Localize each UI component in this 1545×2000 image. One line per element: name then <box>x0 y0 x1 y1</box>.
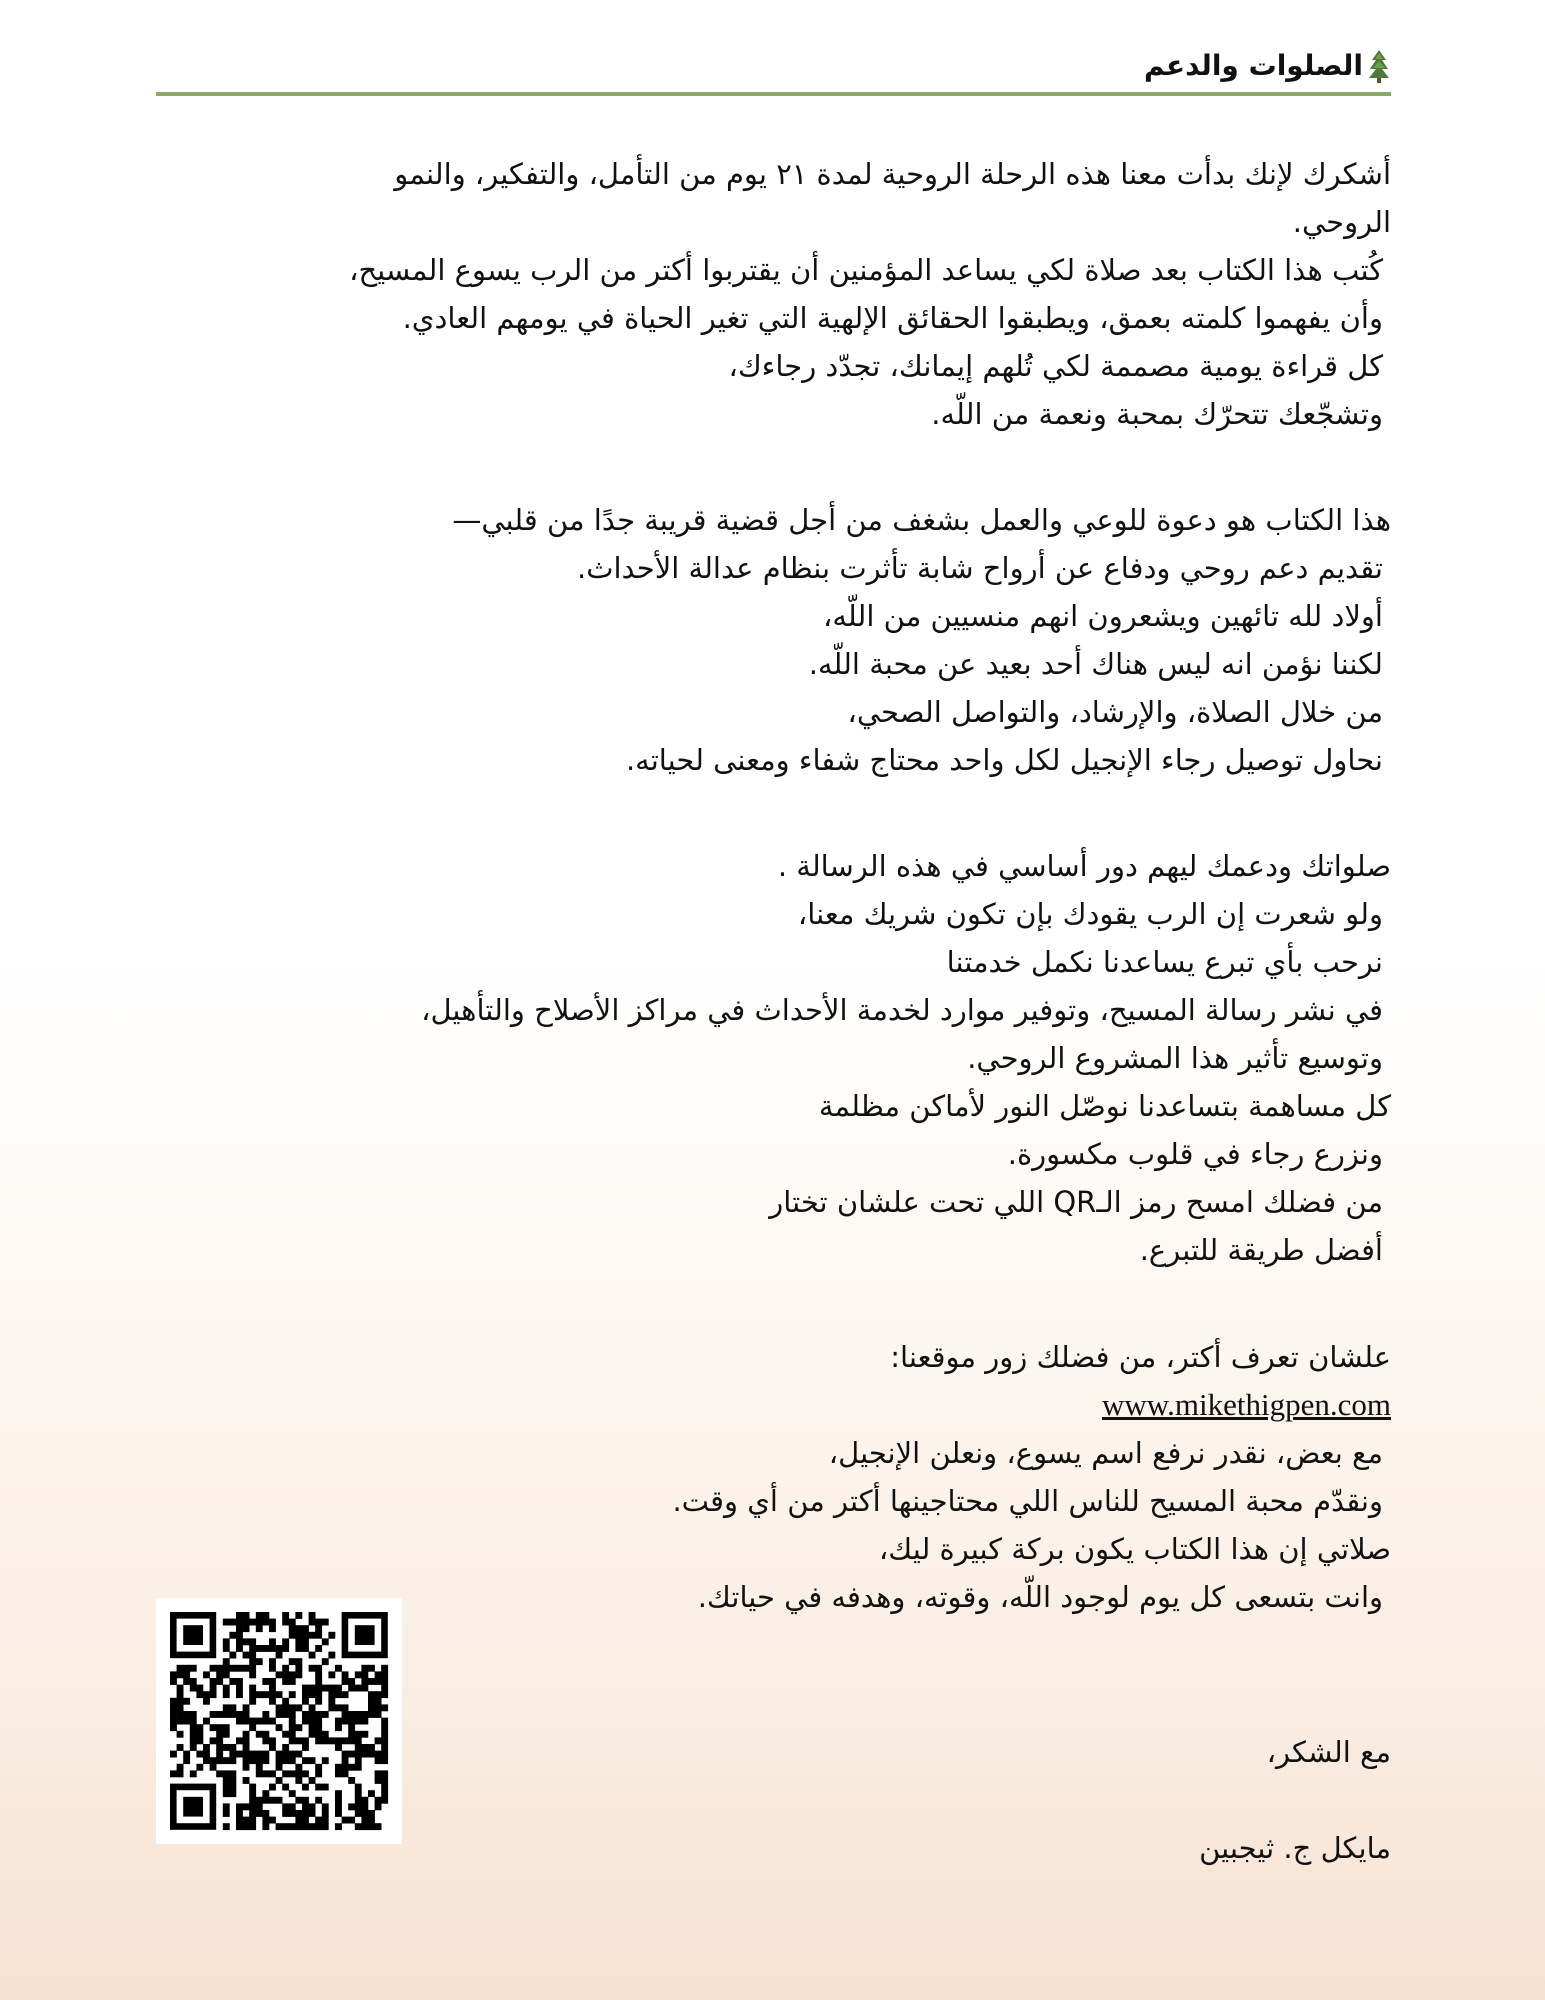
text-line: الروحي. <box>1292 205 1391 239</box>
text-line: علشان تعرف أكتر، من فضلك زور موقعنا: <box>890 1340 1391 1374</box>
text-line: أفضل طريقة للتبرع. <box>1139 1233 1383 1267</box>
paragraph-website <box>171 1333 1391 1621</box>
text-line: وانت بتسعى كل يوم لوجود اللّه، وقوته، وهدفه في حياتك. <box>697 1580 1383 1614</box>
text-line: وتشجّعك تتحرّك بمحبة ونعمة من اللّه. <box>931 397 1383 431</box>
website-link[interactable]: www.mikethigpen.com <box>1102 1387 1391 1422</box>
paragraph-donation <box>171 842 1391 1274</box>
qr-code-icon <box>156 1598 402 1844</box>
text-line: ونقدّم محبة المسيح للناس اللي محتاجينها أكتر من أي وقت. <box>672 1484 1383 1518</box>
text-line: نرحب بأي تبرع يساعدنا نكمل خدمتنا <box>946 945 1383 979</box>
text-line: أولاد لله تائهين ويشعرون انهم منسيين من اللّه، <box>823 599 1383 633</box>
text-line: ونزرع رجاء في قلوب مكسورة. <box>1007 1137 1383 1171</box>
text-line: أشكرك لإنك بدأت معنا هذه الرحلة الروحية لمدة ٢١ يوم من التأمل، والتفكير، والنمو <box>394 157 1391 191</box>
header-title-group <box>1144 48 1391 84</box>
text-line: وأن يفهموا كلمته بعمق، ويطبقوا الحقائق الإلهية التي تغير الحياة في يومهم العادي. <box>402 301 1383 335</box>
paragraph-mission <box>171 496 1391 784</box>
text-line: من فضلك امسح رمز الـQR اللي تحت علشان تختار <box>769 1185 1383 1219</box>
text-line: من خلال الصلاة، والإرشاد، والتواصل الصحي، <box>847 695 1383 729</box>
text-line: لكننا نؤمن انه ليس هناك أحد بعيد عن محبة اللّه. <box>808 647 1383 681</box>
text-line: صلاتي إن هذا الكتاب يكون بركة كبيرة ليك، <box>878 1532 1391 1566</box>
text-line: وتوسيع تأثير هذا المشروع الروحي. <box>967 1041 1383 1075</box>
text-line: صلواتك ودعمك ليهم دور أساسي في هذه الرسالة . <box>777 849 1391 883</box>
website-line <box>171 1381 1391 1429</box>
signature-text: مايكل ج. ثيجبين <box>1199 1831 1391 1865</box>
closing-text: مع الشكر، <box>1266 1735 1391 1769</box>
text-line: هذا الكتاب هو دعوة للوعي والعمل بشغف من أجل قضية قريبة جدًا من قلبي— <box>452 503 1391 537</box>
text-line: كُتب هذا الكتاب بعد صلاة لكي يساعد المؤمنين أن يقتربوا أكتر من الرب يسوع المسيح، <box>349 253 1383 287</box>
paragraph-gratitude <box>171 150 1391 438</box>
page-title: الصلوات والدعم <box>1144 49 1363 82</box>
text-line: مع بعض، نقدر نرفع اسم يسوع، ونعلن الإنجيل، <box>828 1436 1383 1470</box>
page-header <box>156 46 1391 96</box>
text-line: ولو شعرت إن الرب يقودك بإن تكون شريك معنا، <box>797 897 1383 931</box>
evergreen-tree-icon <box>1367 48 1391 84</box>
text-line: كل قراءة يومية مصممة لكي تُلهم إيمانك، تجدّد رجاءك، <box>728 349 1383 383</box>
text-line: نحاول توصيل رجاء الإنجيل لكل واحد محتاج شفاء ومعنى لحياته. <box>625 743 1383 777</box>
text-line: كل مساهمة بتساعدنا نوصّل النور لأماكن مظلمة <box>818 1089 1391 1123</box>
donation-qr-code[interactable] <box>156 1598 402 1844</box>
text-line: في نشر رسالة المسيح، وتوفير موارد لخدمة الأحداث في مراكز الأصلاح والتأهيل، <box>421 993 1383 1027</box>
text-line: تقديم دعم روحي ودفاع عن أرواح شابة تأثرت بنظام عدالة الأحداث. <box>576 551 1383 585</box>
